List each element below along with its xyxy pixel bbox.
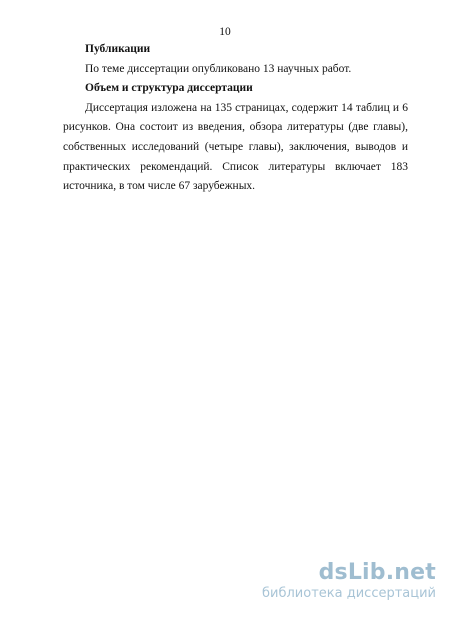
section-text-structure: Диссертация изложена на 135 страницах, содержит 14 таблиц и 6 рисунков. Она состоит из введения, обзора литературы (две главы), собственных исследований (четыре главы), заключения, выводов и практических рекомендаций. Список литературы включает 183 источника, в том числе 67 зарубежных. [63, 101, 408, 193]
watermark-logo: dsLib.net [318, 560, 436, 585]
section-heading-publications: Публикации [85, 43, 151, 55]
page-number: 10 [219, 26, 231, 38]
watermark-tagline: библиотека диссертаций [262, 586, 436, 601]
document-body [63, 40, 408, 197]
watermark [262, 561, 436, 602]
section-text-publications: По теме диссертации опубликовано 13 научных работ. [85, 62, 352, 75]
section-heading-structure: Объем и структура диссертации [85, 82, 253, 95]
